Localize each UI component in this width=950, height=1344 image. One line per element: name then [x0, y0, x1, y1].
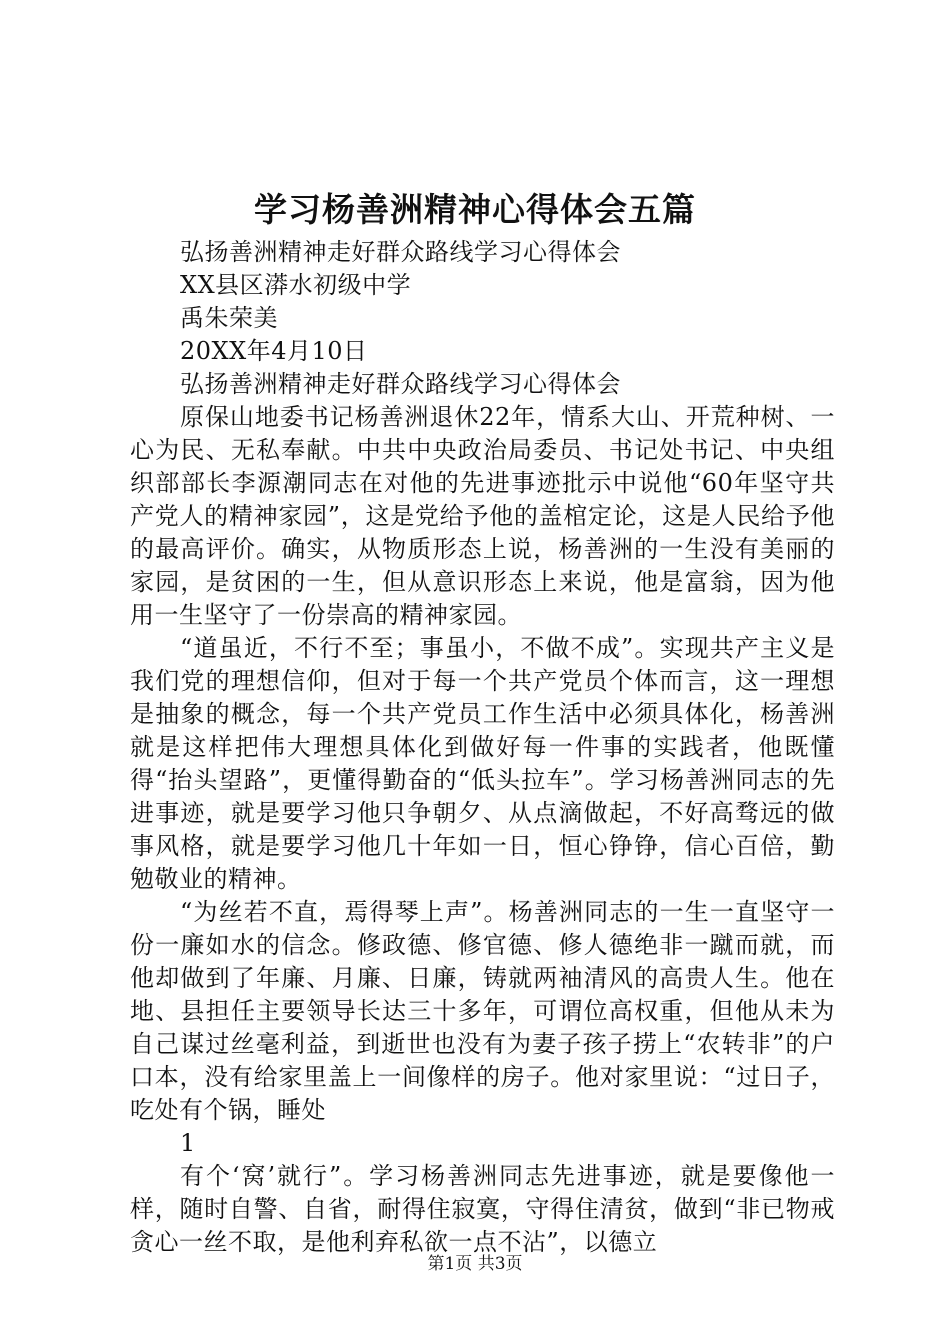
paragraph: “道虽近，不行不至；事虽小，不做不成”。实现共产主义是我们党的理想信仰，但对于每一个共产党员个体而言，这一理想是抽象的概念，每一个共产党员工作生活中必须具体化，杨善洲就是这样把伟大理想具体化到做好每一件事的实践者，他既懂得“抬头望路”，更懂得勤奋的“低头拉车”。学习杨善洲同志的先进事迹，就是要学习他只争朝夕、从点滴做起，不好高骛远的做事风格，就是要学习他几十年如一日，恒心铮铮，信心百倍，勤勉敬业的精神。 — [130, 634, 835, 893]
heading-line: 弘扬善洲精神走好群众路线学习心得体会 — [180, 370, 621, 398]
document-title: 学习杨善洲精神心得体会五篇 — [254, 190, 696, 229]
page-footer: 第1页 共3页 — [427, 1254, 523, 1274]
continuation-paragraph: 有个‘窝’就行”。学习杨善洲同志先进事迹，就是要像他一样，随时自警、自省，耐得住寂寞，守得住清贫，做到“非已物戒贪心一丝不取，是他利弃私欲一点不沾”，以德立 — [130, 1162, 835, 1256]
document-body — [130, 236, 835, 1259]
paragraph: 原保山地委书记杨善洲退休22年，情系大山、开荒种树、一心为民、无私奉献。中共中央政治局委员、书记处书记、中央组织部部长李源潮同志在对他的先进事迹批示中说他“60年坚守共产党人的精神家园”，这是党给予他的盖棺定论，这是人民给予他的最高评价。确实，从物质形态上说，杨善洲的一生没有美丽的家园，是贫困的一生，但从意识形态上来说，他是富翁，因为他用一生坚守了一份崇高的精神家园。 — [130, 403, 835, 629]
inline-page-number: 1 — [180, 1129, 196, 1157]
school-line: XX县区漭水初级中学 — [180, 271, 412, 299]
paragraph: “为丝若不直，焉得琴上声”。杨善洲同志的一生一直坚守一份一廉如水的信念。修政德、修官德、修人德绝非一蹴而就，而他却做到了年廉、月廉、日廉，铸就两袖清风的高贵人生。他在地、县担任主要领导长达三十多年，可谓位高权重，但他从未为自己谋过丝毫利益，到逝世也没有为妻子孩子捞上“农转非”的户口本，没有给家里盖上一间像样的房子。他对家里说：“过日子，吃处有个锅，睡处 — [130, 898, 835, 1124]
author-line: 禹朱荣美 — [180, 304, 278, 332]
date-line: 20XX年4月10日 — [180, 337, 368, 365]
subtitle-line: 弘扬善洲精神走好群众路线学习心得体会 — [180, 238, 621, 266]
